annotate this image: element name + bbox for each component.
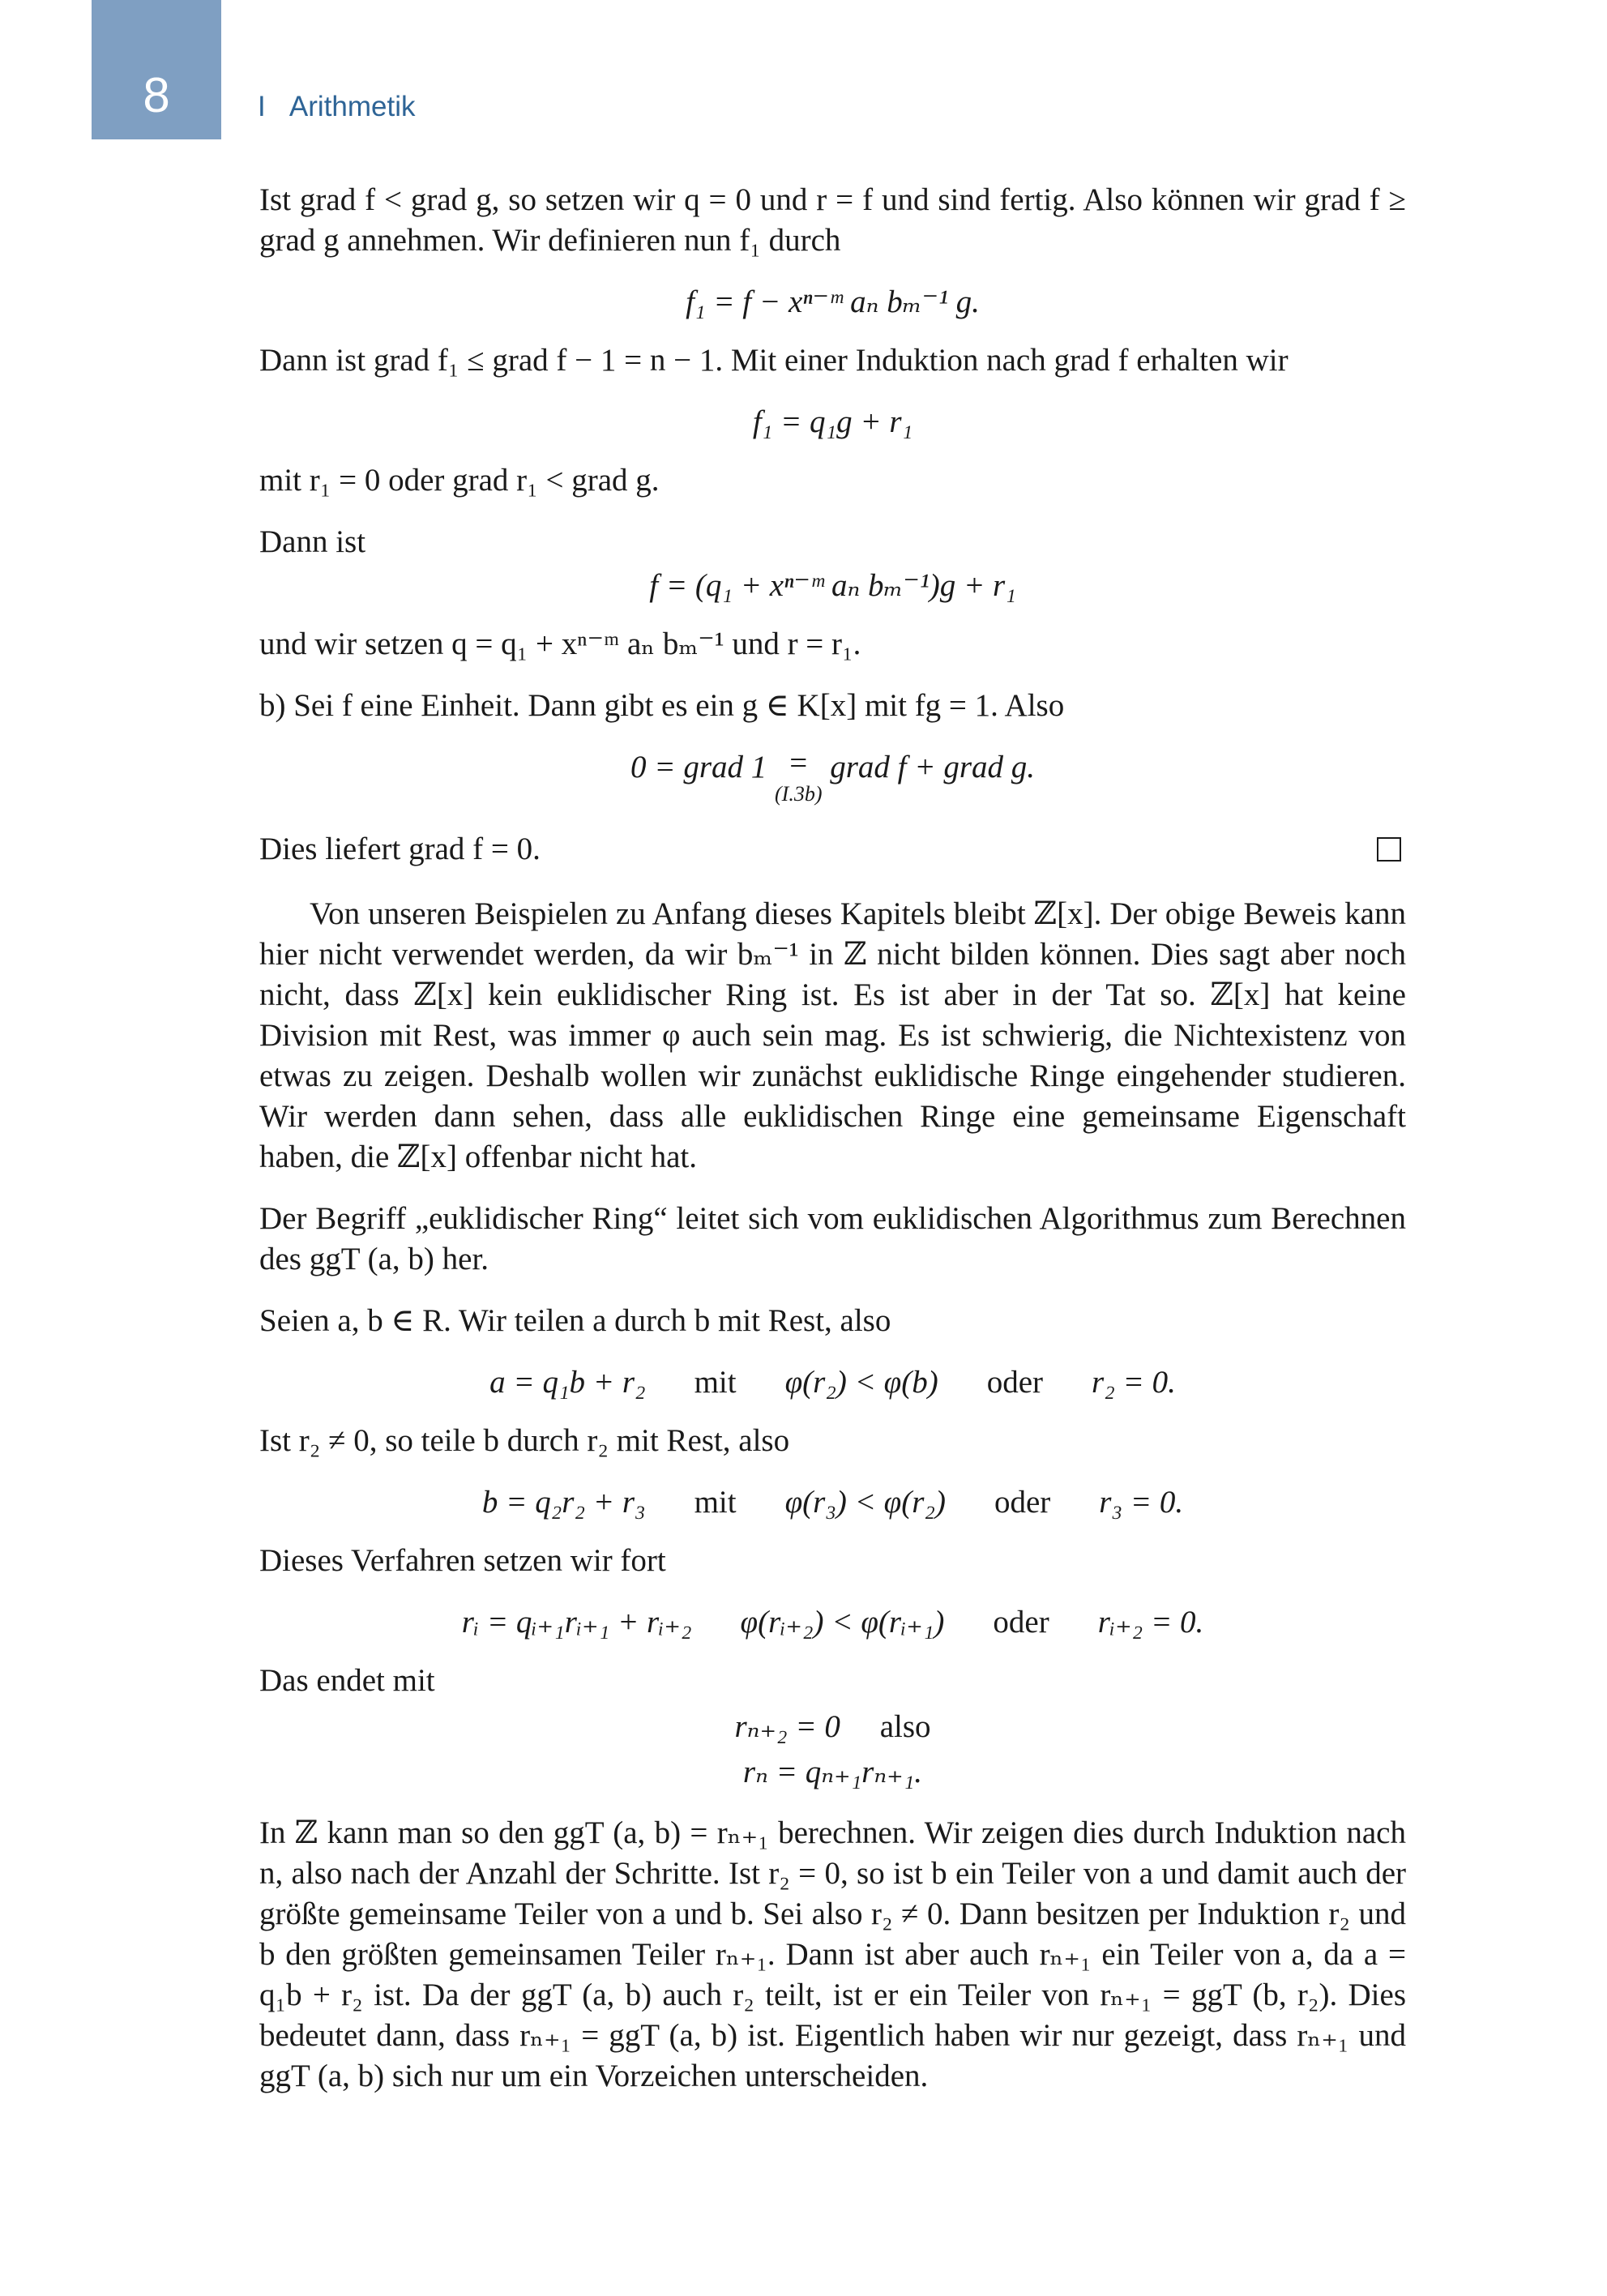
equation-reference: (I.3b) — [775, 782, 823, 806]
equals-sign: = — [789, 746, 808, 780]
paragraph: Dann ist — [259, 524, 366, 559]
equation: f₁ = f − xⁿ⁻ᵐ aₙ bₘ⁻¹ g. — [686, 284, 980, 319]
equation-word: also — [879, 1709, 931, 1744]
paragraph: Der Begriff „euklidischer Ring“ leitet sich vom euklidischen Algorithmus zum Berechnen des ggT (a, b) her. — [259, 1201, 1406, 1276]
paragraph: Dann ist grad f₁ ≤ grad f − 1 = n − 1. Mit einer Induktion nach grad f erhalten wir — [259, 343, 1289, 378]
equation-part: φ(r₂) < φ(b) — [784, 1365, 938, 1400]
proof-end-line — [259, 829, 1406, 870]
equation-part: r₃ = 0. — [1099, 1485, 1184, 1520]
running-head — [258, 91, 416, 123]
equation-line — [259, 1704, 1406, 1750]
equation-word: oder — [993, 1605, 1049, 1640]
equation-row — [259, 1602, 1406, 1643]
page-number: 8 — [143, 68, 170, 122]
paragraph: b) Sei f eine Einheit. Dann gibt es ein g ∈ K[x] mit fg = 1. Also — [259, 688, 1065, 723]
paragraph: Seien a, b ∈ R. Wir teilen a durch b mit Rest, also — [259, 1303, 891, 1338]
paragraph: Ist r₂ ≠ 0, so teile b durch r₂ mit Rest, also — [259, 1423, 790, 1458]
main-text — [259, 180, 1406, 2118]
chapter-title: Arithmetik — [288, 91, 416, 122]
paragraph: Ist grad f < grad g, so setzen wir q = 0 und r = f und sind fertig. Also können wir grad f ≥ grad g annehmen. Wir definieren nun f₁ durch — [259, 182, 1406, 258]
equation-stack — [259, 1704, 1406, 1795]
equation-row — [259, 1482, 1406, 1523]
paragraph: mit r₁ = 0 oder grad r₁ < grad g. — [259, 463, 660, 498]
paragraph: und wir setzen q = q₁ + xⁿ⁻ᵐ aₙ bₘ⁻¹ und r = r₁. — [259, 626, 861, 661]
equation: f₁ = q₁g + r₁ — [752, 404, 913, 439]
equation-part: b = q₂r₂ + r₃ — [481, 1485, 646, 1520]
equation-line: rₙ = qₙ₊₁rₙ₊₁. — [742, 1755, 923, 1789]
qed-square-icon — [1377, 837, 1401, 862]
equation-word: mit — [694, 1485, 737, 1520]
equation-operator — [775, 747, 822, 805]
equation-part: rᵢ = qᵢ₊₁rᵢ₊₁ + rᵢ₊₂ — [461, 1605, 692, 1640]
paragraph: Das endet mit — [259, 1663, 435, 1698]
equation-word: mit — [694, 1365, 737, 1400]
equation-part: φ(r₃) < φ(r₂) — [784, 1485, 946, 1520]
paragraph: Von unseren Beispielen zu Anfang dieses Kapitels bleibt ℤ[x]. Der obige Beweis kann hier nicht verwendet werden, da wir bₘ⁻¹ in ℤ nicht bilden können. Dies sagt aber noch nicht, dass ℤ[x] kein euklidischer Ring ist. Es ist aber in der Tat so. ℤ[x] hat keine Division mit Rest, was immer φ auch sein mag. Es ist schwierig, die Nichtexistenz von etwas zu zeigen. Deshalb wollen wir zunächst euklidische Ringe eingehender studieren. Wir werden dann sehen, dass alle euklidischen Ringe eine gemeinsame Eigenschaft haben, die ℤ[x] offenbar nicht hat. — [259, 896, 1406, 1174]
paragraph: Dies liefert grad f = 0. — [259, 832, 541, 866]
equation-part: r₂ = 0. — [1092, 1365, 1176, 1400]
equation-left: 0 = grad 1 — [630, 750, 767, 785]
equation-part: rᵢ₊₂ = 0. — [1097, 1605, 1204, 1640]
equation-part: a = q₁b + r₂ — [489, 1365, 646, 1400]
equation-word: oder — [994, 1485, 1051, 1520]
page-number-tab — [92, 0, 221, 139]
equation-with-reference — [259, 747, 1406, 805]
paragraph: Dieses Verfahren setzen wir fort — [259, 1543, 666, 1578]
equation-row — [259, 1362, 1406, 1403]
equation-right: grad f + grad g. — [830, 750, 1035, 785]
paragraph: In ℤ kann man so den ggT (a, b) = rₙ₊₁ berechnen. Wir zeigen dies durch Induktion nach n, also nach der Anzahl der Schritte. Ist r₂ = 0, so ist b ein Teiler von a und damit auch der größte gemeinsame Teiler von a und b. Sei also r₂ ≠ 0. Dann besitzen per Induktion r₂ und b den größten gemeinsamen Teiler rₙ₊₁. Dann ist aber auch rₙ₊₁ ein Teiler von a, da a = q₁b + r₂ ist. Da der ggT (a, b) auch r₂ teilt, ist er ein Teiler von rₙ₊₁ = ggT (b, r₂). Dies bedeutet dann, dass rₙ₊₁ = ggT (a, b) ist. Eigentlich haben wir nur gezeigt, dass rₙ₊₁ und ggT (a, b) sich nur um ein Vorzeichen unterscheiden. — [259, 1815, 1406, 2093]
equation: f = (q₁ + xⁿ⁻ᵐ aₙ bₘ⁻¹)g + r₁ — [649, 568, 1016, 603]
equation-word: oder — [986, 1365, 1044, 1400]
chapter-marker: I — [258, 91, 266, 122]
equation-part: φ(rᵢ₊₂) < φ(rᵢ₊₁) — [740, 1605, 945, 1640]
equation-part: rₙ₊₂ = 0 — [734, 1709, 840, 1744]
